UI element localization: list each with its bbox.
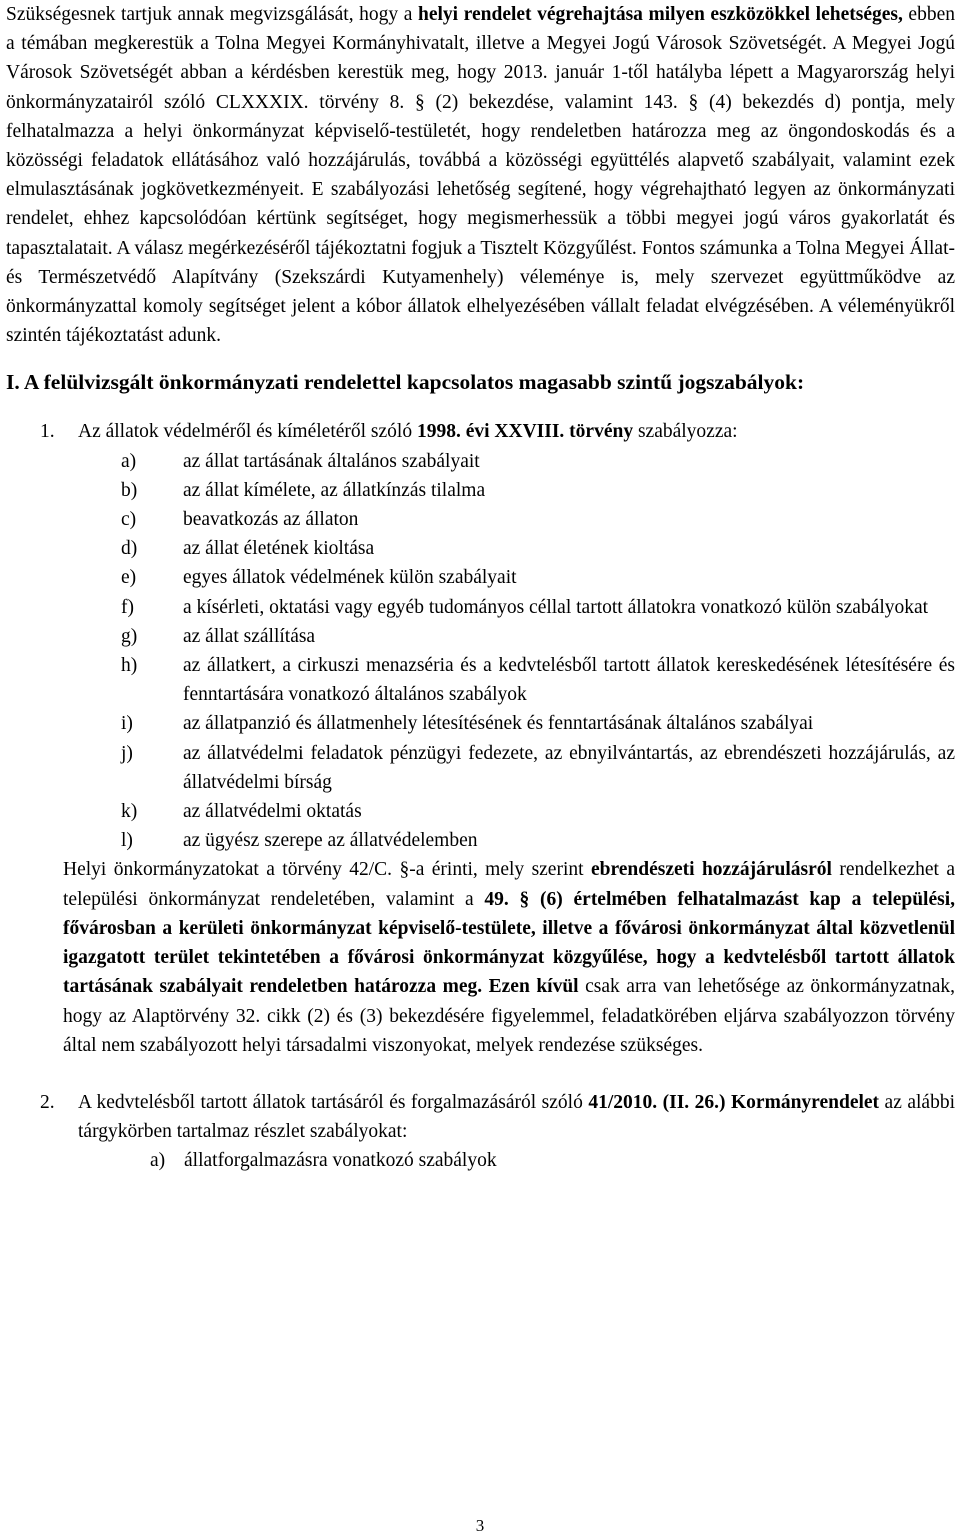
- section-heading: I. A felülvizsgált önkormányzati rendelettel kapcsolatos magasabb szintű jogszabályok:: [6, 370, 805, 395]
- law-2-title: [78, 1088, 955, 1146]
- law-1-note-text-2: rendelkezhet a települési önkormányzat rendeletében, valamint a: [63, 859, 956, 910]
- law-2-item-list: [150, 1146, 955, 1175]
- page-number: 3: [475, 1516, 485, 1535]
- list-item-text: az állatpanzió és állatmenhely létesítésének és fenntartásának általános szabályai: [183, 713, 814, 735]
- list-item-letter: k): [121, 801, 138, 823]
- law-2-title-pre: A kedvtelésből tartott állatok tartásáról és forgalmazásáról szóló: [78, 1091, 589, 1113]
- list-item-letter: h): [121, 655, 138, 677]
- list-item-letter: e): [121, 567, 137, 589]
- list-item-letter: i): [121, 713, 133, 735]
- list-item-text: az állatvédelmi oktatás: [183, 801, 362, 823]
- list-item: [121, 797, 955, 826]
- list-item-text: az állatvédelmi feladatok pénzügyi fedezete, az ebnyilvántartás, az ebrendészeti hozzájárulás, az állatvédelmi bírság: [183, 742, 955, 793]
- list-item-text: egyes állatok védelmének külön szabályait: [183, 567, 517, 589]
- law-1-note: [63, 855, 955, 1059]
- list-item: [121, 622, 955, 651]
- law-1-number: 1.: [40, 421, 55, 443]
- list-item: [121, 651, 955, 709]
- law-1-section: [6, 417, 955, 1059]
- law-2-title-post: az alábbi tárgykörben tartalmaz részlet szabályokat:: [78, 1091, 955, 1143]
- law-1-note-bold-2: 49. § (6) értelmében felhatalmazást kap a települési, fővárosban a kerületi önkormányzat képviselő-testülete, illetve a fővárosi önkormányzat által közvetlenül igazgatott terület tekintetében a fővárosi önkormányzat közgyűlése, hogy a kedvtelésből tartott állatok tartásának szabályait rendeletben határozza meg. Ezen kívül: [63, 888, 955, 998]
- law-1-title: [78, 417, 738, 446]
- law-1-note-bold-1: ebrendészeti hozzájárulásról: [590, 859, 832, 881]
- intro-text-2: ebben a témában megkerestük a Tolna Megyei Kormányhivatalt, illetve a Megyei Jogú Városok Szövetségét. A Megyei Jogú Városok Szövetségét abban a kérdésben kerestük meg, hogy 2013. január 1-től hatályba lépett a Magyarország helyi önkormányzatairól szóló CLXXXIX. törvény 8. § (2) bekezdése, valamint 143. § (4) bekezdés d) pontja, mely felhatalmazza a helyi önkormányzat képviselő-testületét, hogy rendeletben határozza meg az öngondoskodás és a közösségi feladatok ellátásához való hozzájárulás, továbbá a közösségi együttélés alapvető szabályait, valamint ezek elmulasztásának jogkövetkezményeit. E szabályozási lehetőség segítené, hogy végrehajtható legyen az önkormányzati rendelet, ehhez kapcsolódóan kértünk segítséget, hogy megismerhessük a többi megyei jogú város gyakorlatát és tapasztalatait. A válasz megérkezéséről tájékoztatni fogjuk a Tisztelt Közgyűlést. Fontos számunka a Tolna Megyei Állat- és Természetvédő Alapítvány (Szekszárdi Kutyamenhely) véleménye is, mely szervezet együttműködve az önkormányzattal komoly segítséget jelent a kóbor állatok elhelyezésében vállalt feladat elvégzésében. A véleményükről szintén tájékoztatást adunk.: [6, 4, 955, 347]
- intro-bold: helyi rendelet végrehajtása milyen eszközökkel lehetséges,: [418, 4, 903, 25]
- list-item: [121, 534, 955, 563]
- law-1-note-text-1: Helyi önkormányzatokat a törvény 42/C. §-a érinti, mely szerint: [63, 859, 591, 881]
- law-2-title-bold: 41/2010. (II. 26.) Kormányrendelet: [588, 1091, 880, 1113]
- list-item-letter: g): [121, 625, 138, 647]
- list-item-text: az állat kímélete, az állatkínzás tilalma: [183, 479, 486, 501]
- list-item-letter: a): [150, 1150, 166, 1172]
- law-1-heading: [40, 417, 955, 446]
- list-item: [150, 1146, 955, 1175]
- list-item-text: az ügyész szerepe az állatvédelemben: [183, 830, 478, 852]
- list-item-text: az állatkert, a cirkuszi menazséria és a kedvtelésből tartott állatok kereskedésének létesítésére és fenntartására vonatkozó általános szabályok: [183, 655, 955, 706]
- list-item: [121, 563, 955, 592]
- list-item: [121, 447, 955, 476]
- list-item-letter: d): [121, 538, 138, 560]
- law-2-number: 2.: [40, 1091, 55, 1113]
- list-item: [121, 709, 955, 738]
- list-item-letter: f): [121, 596, 134, 618]
- intro-paragraph: [6, 0, 955, 350]
- law-1-title-bold: 1998. évi XXVIII. törvény: [416, 421, 634, 443]
- law-1-item-list: [121, 447, 955, 856]
- list-item-letter: b): [121, 479, 138, 501]
- list-item-letter: l): [121, 830, 133, 852]
- list-item-text: állatforgalmazásra vonatkozó szabályok: [184, 1150, 497, 1172]
- list-item-letter: c): [121, 509, 137, 531]
- list-item-text: az állat szállítása: [183, 625, 316, 647]
- list-item-text: az állat életének kioltása: [183, 538, 375, 560]
- law-1-note-text-3: csak arra van lehetősége az önkormányzatnak, hogy az Alaptörvény 32. cikk (2) és (3) bekezdésére figyelemmel, feladatkörében eljárva szabályozzon törvény által nem szabályozott helyi társadalmi viszonyokat, melyek rendezése szükséges.: [63, 976, 955, 1056]
- law-2-section: [6, 1088, 955, 1176]
- law-1-title-post: szabályozza:: [633, 421, 738, 443]
- list-item: [121, 476, 955, 505]
- list-item: [121, 739, 955, 797]
- list-item: [121, 826, 955, 855]
- list-item-text: az állat tartásának általános szabályait: [183, 450, 480, 472]
- list-item: [121, 505, 955, 534]
- law-2-heading: [40, 1088, 955, 1146]
- list-item-text: beavatkozás az állaton: [183, 509, 359, 531]
- list-item-text: a kísérleti, oktatási vagy egyéb tudományos céllal tartott állatokra vonatkozó külön szabályokat: [183, 596, 929, 618]
- list-item: [121, 593, 955, 622]
- document-page: [6, 0, 955, 1176]
- list-item-letter: a): [121, 450, 137, 472]
- intro-text-1: Szükségesnek tartjuk annak megvizsgálását, hogy a: [6, 4, 419, 25]
- list-item-letter: j): [121, 742, 133, 764]
- law-1-title-pre: Az állatok védelméről és kíméletéről szóló: [78, 421, 417, 443]
